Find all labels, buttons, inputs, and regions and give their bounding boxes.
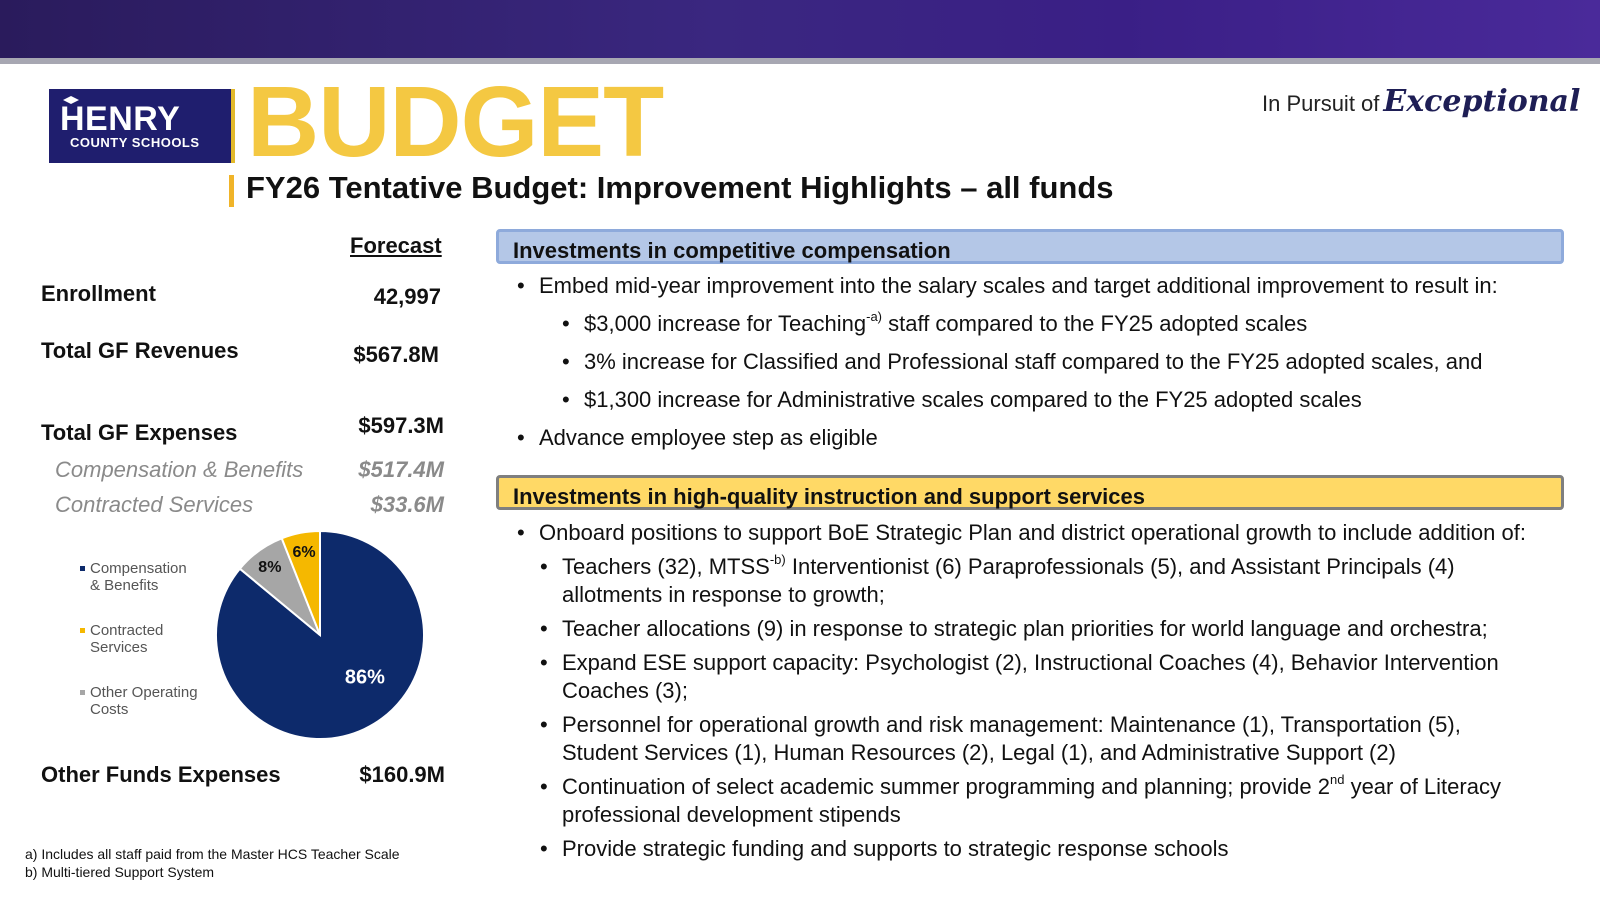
bullet-icon: • [562, 311, 570, 336]
legend-item [80, 560, 200, 594]
list-item-text: Provide strategic funding and supports to strategic response schools [562, 836, 1229, 861]
list-item-text: Embed mid-year improvement into the salary scales and target additional improvement to result in: [539, 273, 1498, 298]
bullet-icon: • [517, 520, 525, 545]
other-funds-label: Other Funds Expenses [41, 762, 281, 787]
legend-swatch [80, 566, 85, 571]
legend-label: Compensation & Benefits [90, 560, 187, 594]
bullet-icon: • [540, 836, 548, 861]
bullet-icon: • [540, 774, 548, 799]
legend-label: Contracted Services [90, 622, 164, 656]
ese-text-line2: Coaches (3); [562, 678, 688, 703]
expense-pie-chart [200, 524, 440, 754]
expenses-label: Total GF Expenses [41, 420, 238, 445]
bullet-icon: • [562, 349, 570, 374]
summer-text-end: year of Literacy [1344, 774, 1501, 799]
comp-benefits-value: $517.4M [358, 457, 444, 482]
footnote-ref-b: -b) [769, 551, 786, 567]
personnel-text-line2: Student Services (1), Human Resources (2), Legal (1), and Administrative Support (2) [562, 740, 1396, 765]
teachers-text-line2: allotments in response to growth; [562, 582, 885, 607]
title-accent-bar [229, 175, 234, 207]
enrollment-value: 42,997 [373, 284, 441, 309]
contracted-value: $33.6M [370, 492, 444, 517]
comp-benefits-label: Compensation & Benefits [55, 457, 304, 482]
legend-item [80, 684, 200, 718]
bullet-icon: • [540, 650, 548, 675]
tagline-prefix: In Pursuit of [1262, 91, 1380, 116]
forecast-header: Forecast [350, 233, 442, 258]
list-item-text: Teacher allocations (9) in response to strategic plan priorities for world language and orchestra; [562, 616, 1488, 641]
logo-county-schools-text: COUNTY SCHOOLS [70, 135, 200, 150]
section-compensation-heading: Investments in competitive compensation [496, 229, 1564, 264]
teaching-text-end: staff compared to the FY25 adopted scales [882, 311, 1308, 336]
footnote-ref-a: -a) [866, 308, 883, 324]
revenues-value: $567.8M [353, 342, 439, 367]
enrollment-label: Enrollment [41, 281, 156, 306]
section-instruction-heading: Investments in high-quality instruction and support services [496, 475, 1564, 510]
bullet-icon: • [517, 425, 525, 450]
bullet-icon: • [562, 387, 570, 412]
ese-text: Expand ESE support capacity: Psychologist (2), Instructional Coaches (4), Behavior Intervention [562, 650, 1499, 675]
list-item-text: 3% increase for Classified and Professional staff compared to the FY25 adopted scales, and [584, 349, 1483, 374]
tagline [1262, 84, 1580, 119]
legend-swatch [80, 628, 85, 633]
pie-label-contracted-services: 6% [292, 544, 316, 562]
footnote-b: b) Multi-tiered Support System [25, 864, 215, 880]
legend-item [80, 622, 200, 656]
budget-wordmark: BUDGET [247, 66, 664, 178]
revenues-label: Total GF Revenues [41, 338, 239, 363]
page-title: FY26 Tentative Budget: Improvement Highlights – all funds [246, 170, 1114, 205]
other-funds-value: $160.9M [359, 762, 445, 787]
pie-label-compensation-benefits: 86% [344, 666, 385, 689]
list-item-text: $1,300 increase for Administrative scales compared to the FY25 adopted scales [584, 387, 1362, 412]
summer-text: Continuation of select academic summer programming and planning; provide 2 [562, 774, 1330, 799]
contracted-label: Contracted Services [55, 492, 254, 517]
bullet-icon: • [540, 712, 548, 737]
tagline-script: Exceptional [1383, 84, 1581, 119]
footnote-a: a) Includes all staff paid from the Master HCS Teacher Scale [25, 846, 400, 862]
pie-label-other-operating-costs: 8% [258, 559, 282, 577]
legend-swatch [80, 690, 85, 695]
list-item-text: Onboard positions to support BoE Strategic Plan and district operational growth to include addition of: [539, 520, 1526, 545]
teachers-text-end: Interventionist (6) Paraprofessionals (5), and Assistant Principals (4) [785, 554, 1455, 579]
header-divider [0, 58, 1600, 64]
list-item-text [584, 310, 1307, 338]
teachers-text: Teachers (32), MTSS [562, 554, 770, 579]
personnel-text: Personnel for operational growth and risk management: Maintenance (1), Transportation (5), [562, 712, 1461, 737]
pie-legend [80, 560, 200, 746]
bullet-icon: • [517, 273, 525, 298]
list-item-text [562, 553, 1455, 609]
ordinal-suffix: nd [1329, 771, 1345, 787]
expenses-value: $597.3M [358, 413, 444, 438]
bullet-icon: • [540, 554, 548, 579]
logo-henry-text: HENRY [60, 100, 181, 138]
legend-label: Other Operating Costs [90, 684, 198, 718]
summer-text-line2: professional development stipends [562, 802, 901, 827]
list-item-text: Advance employee step as eligible [539, 425, 878, 450]
bullet-icon: • [540, 616, 548, 641]
list-item-text [562, 711, 1461, 767]
list-item-text [562, 773, 1501, 829]
header-band [0, 0, 1600, 58]
list-item-text [562, 649, 1499, 705]
teaching-text: $3,000 increase for Teaching [584, 311, 867, 336]
